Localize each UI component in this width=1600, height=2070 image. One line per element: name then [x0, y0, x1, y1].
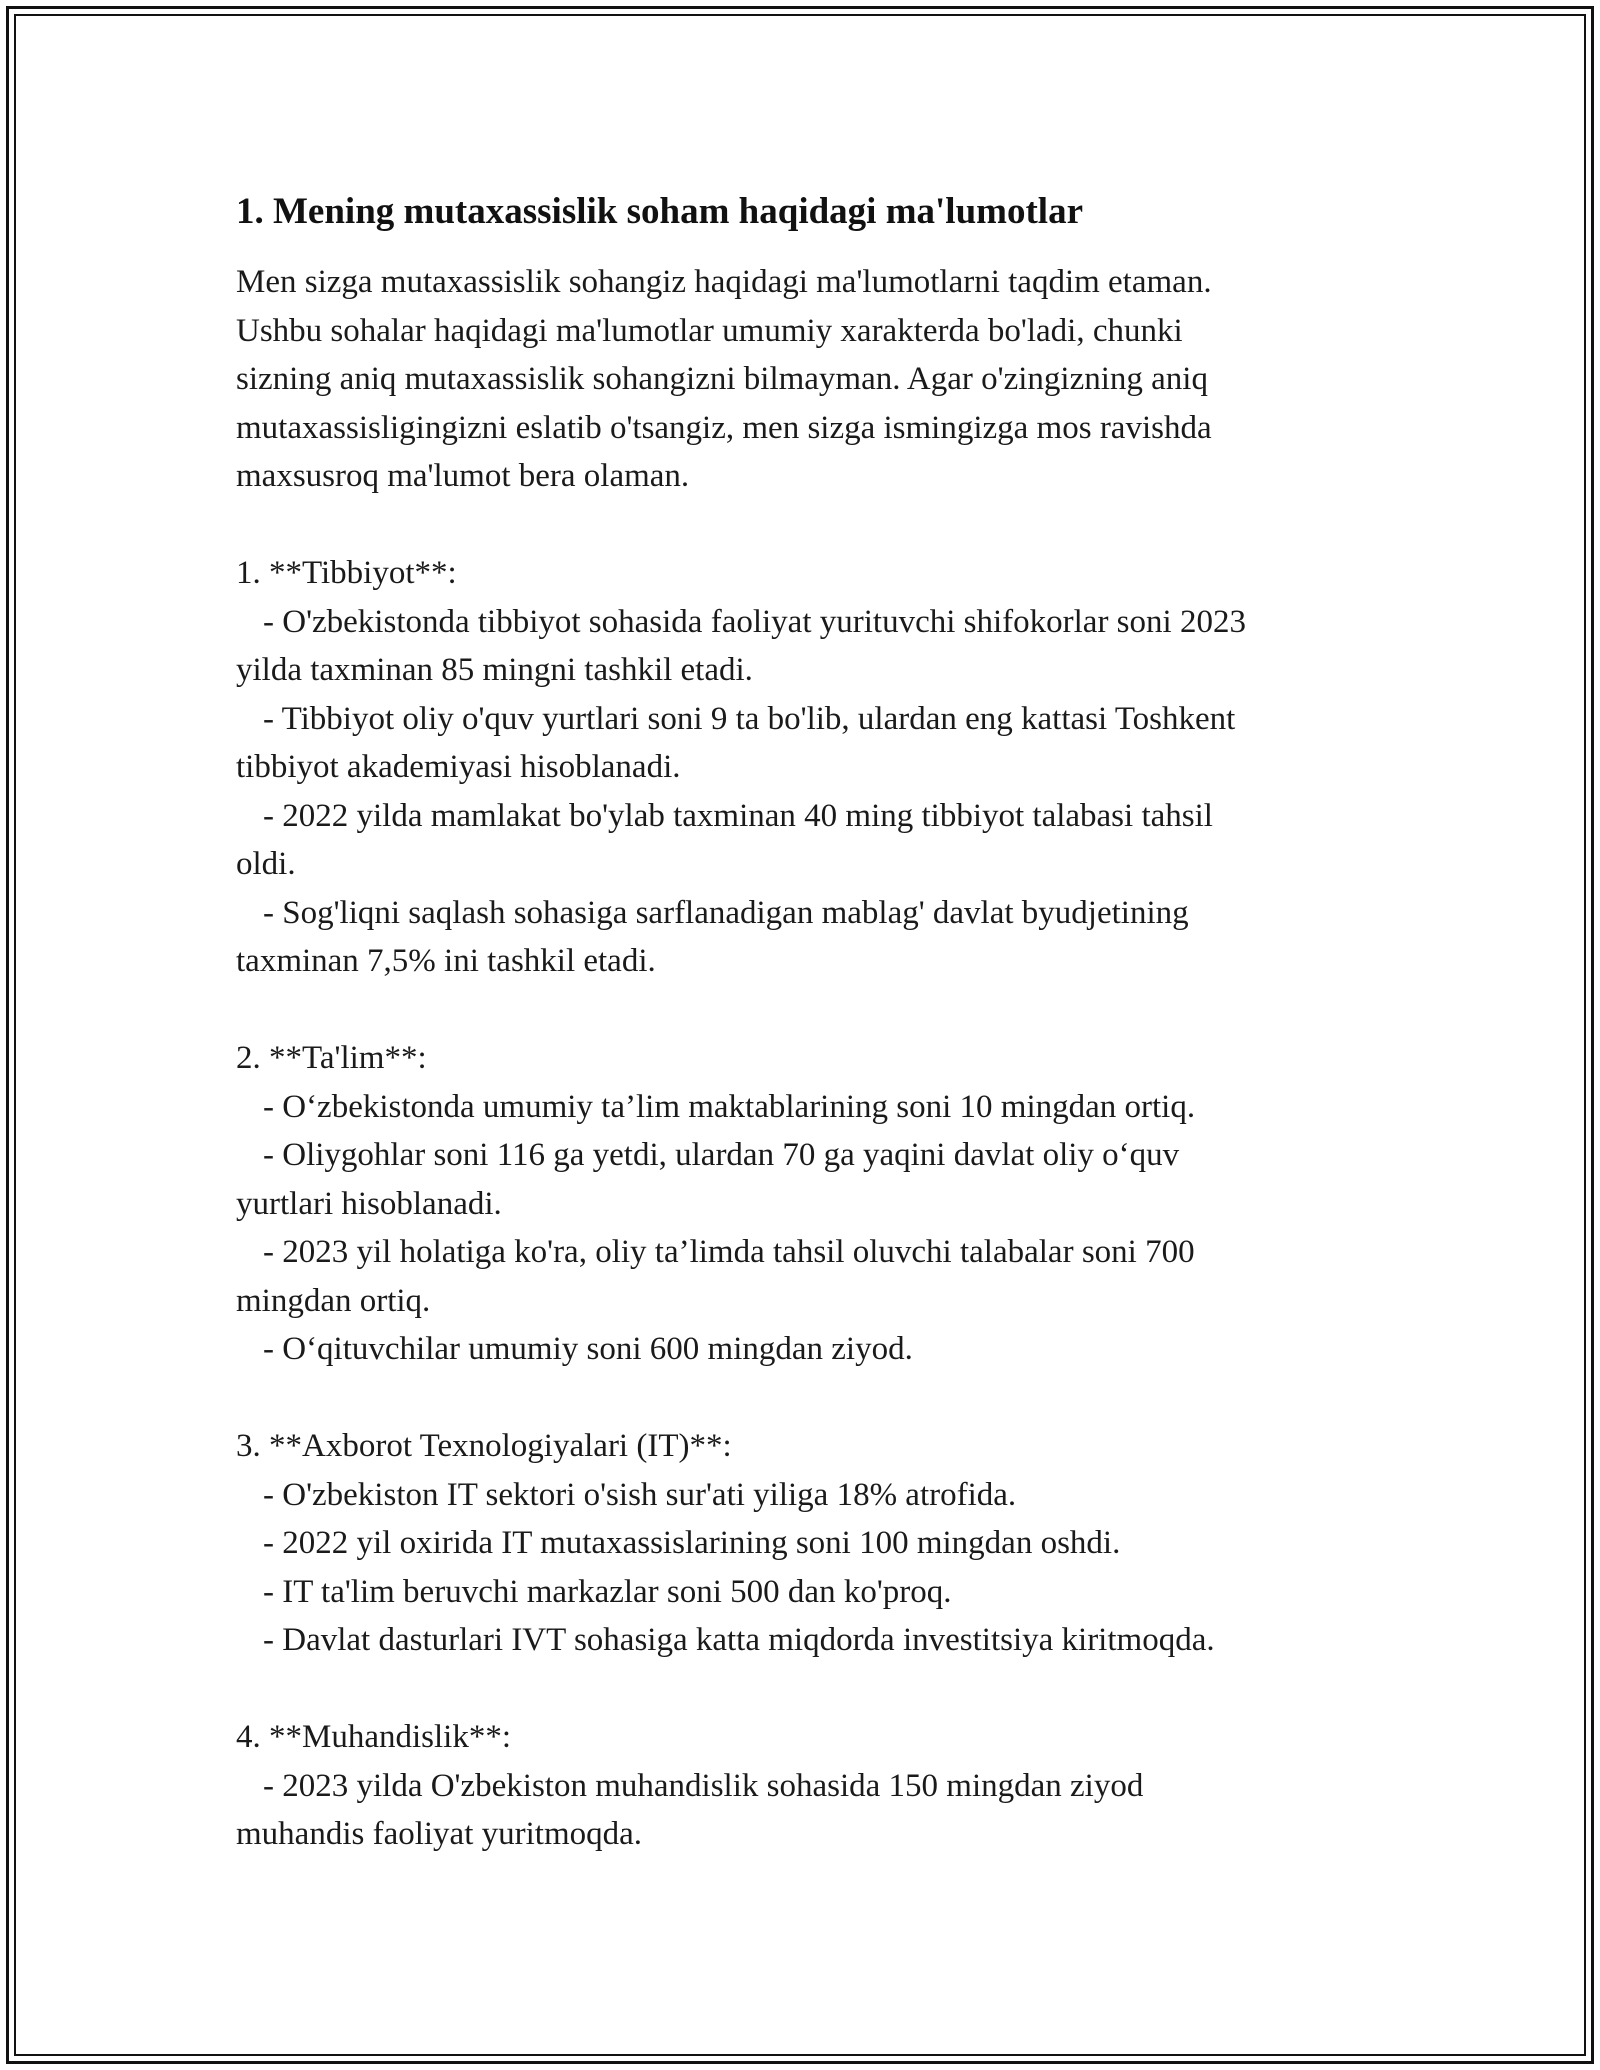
- spacer: [236, 1665, 1366, 1714]
- bullet-line: - 2023 yil holatiga ko'ra, oliy ta’limda tahsil oluvchi talabalar soni 700: [263, 1234, 1195, 1270]
- bullet-continuation: taxminan 7,5% ini tashkil etadi.: [236, 943, 656, 979]
- bullet-line: - O‘qituvchilar umumiy soni 600 mingdan ziyod.: [263, 1331, 913, 1367]
- intro-paragraph: [236, 258, 1366, 501]
- bullet-continuation: yilda taxminan 85 mingni tashkil etadi.: [236, 652, 753, 688]
- document-body: [236, 188, 1366, 1859]
- section-heading: 3. **Axborot Texnologiyalari (IT)**:: [236, 1428, 732, 1464]
- section-tibbiyot: [236, 549, 1366, 986]
- intro-line: Ushbu sohalar haqidagi ma'lumotlar umumiy xarakterda bo'ladi, chunki: [236, 312, 1183, 349]
- section-it: [236, 1422, 1366, 1665]
- spacer: [236, 986, 1366, 1035]
- intro-line: Men sizga mutaxassislik sohangiz haqidagi ma'lumotlarni taqdim etaman.: [236, 264, 1212, 300]
- spacer: [236, 1374, 1366, 1423]
- bullet-line: - 2022 yil oxirida IT mutaxassislarining soni 100 mingdan oshdi.: [263, 1525, 1121, 1561]
- bullet-line: - 2023 yilda O'zbekiston muhandislik sohasida 150 mingdan ziyod: [263, 1767, 1144, 1804]
- bullet-line: - Sog'liqni saqlash sohasiga sarflanadigan mablag' davlat byudjetining: [263, 894, 1189, 931]
- section-muhandislik: [236, 1713, 1366, 1859]
- section-talim: [236, 1034, 1366, 1374]
- bullet-continuation: tibbiyot akademiyasi hisoblanadi.: [236, 749, 681, 785]
- intro-line: sizning aniq mutaxassislik sohangizni bilmayman. Agar o'zingizning aniq: [236, 361, 1208, 397]
- bullet-line: - 2022 yilda mamlakat bo'ylab taxminan 40 ming tibbiyot talabasi tahsil: [263, 797, 1213, 834]
- bullet-line: - Oliygohlar soni 116 ga yetdi, ulardan 70 ga yaqini davlat oliy o‘quv: [263, 1137, 1180, 1173]
- bullet-line: - O‘zbekistonda umumiy ta’lim maktablarining soni 10 mingdan ortiq.: [263, 1088, 1196, 1125]
- intro-line: maxsusroq ma'lumot bera olaman.: [236, 458, 690, 494]
- spacer: [236, 501, 1366, 550]
- bullet-line: - O'zbekistonda tibbiyot sohasida faoliyat yurituvchi shifokorlar soni 2023: [263, 603, 1246, 640]
- bullet-continuation: mingdan ortiq.: [236, 1282, 431, 1319]
- bullet-continuation: muhandis faoliyat yuritmoqda.: [236, 1816, 643, 1852]
- bullet-line: - O'zbekiston IT sektori o'sish sur'ati yiliga 18% atrofida.: [263, 1476, 1017, 1513]
- document-title: 1. Mening mutaxassislik soham haqidagi ma'lumotlar: [236, 191, 1084, 232]
- bullet-line: - Davlat dasturlari IVT sohasiga katta miqdorda investitsiya kiritmoqda.: [263, 1622, 1215, 1658]
- section-heading: 2. **Ta'lim**:: [236, 1040, 427, 1076]
- intro-line: mutaxassisligingizni eslatib o'tsangiz, men sizga ismingizga mos ravishda: [236, 409, 1212, 446]
- section-heading: 1. **Tibbiyot**:: [236, 555, 457, 591]
- bullet-continuation: oldi.: [236, 846, 296, 882]
- bullet-line: - Tibbiyot oliy o'quv yurtlari soni 9 ta bo'lib, ulardan eng kattasi Toshkent: [263, 700, 1236, 737]
- bullet-line: - IT ta'lim beruvchi markazlar soni 500 dan ko'proq.: [263, 1573, 952, 1610]
- section-heading: 4. **Muhandislik**:: [236, 1719, 512, 1755]
- bullet-continuation: yurtlari hisoblanadi.: [236, 1185, 502, 1222]
